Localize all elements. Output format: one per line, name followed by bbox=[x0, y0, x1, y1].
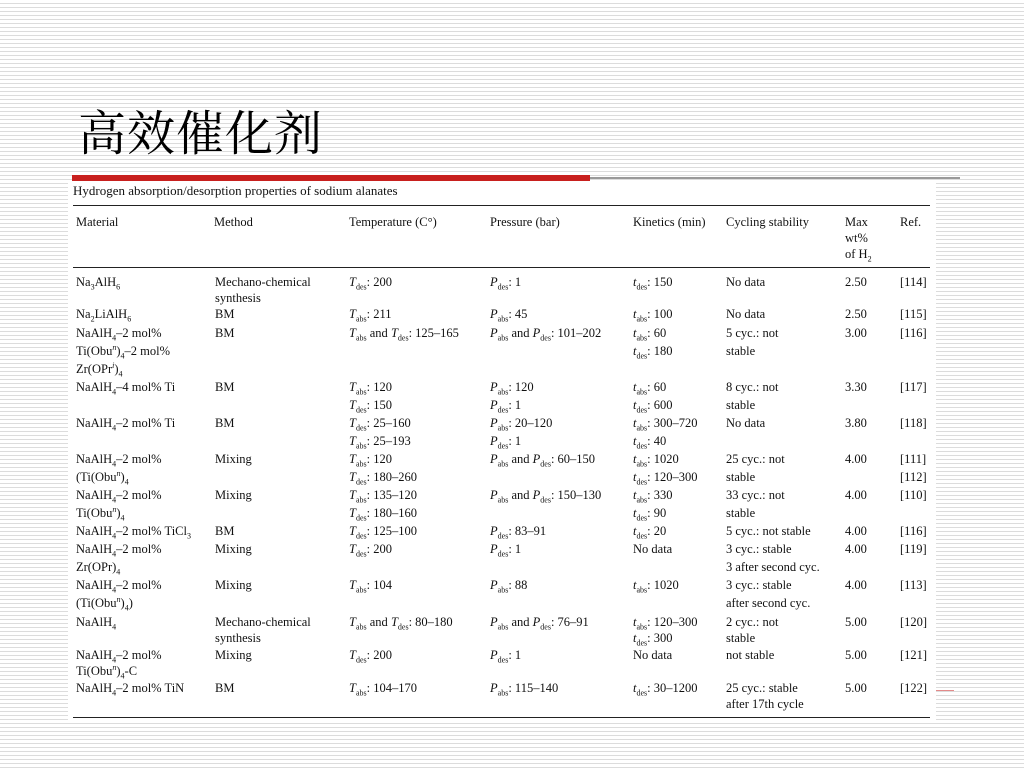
cell-pressure: $P_{des}$: 1 bbox=[490, 275, 522, 292]
header-temperature: Temperature (C°) bbox=[349, 215, 437, 229]
cell-temperature: $T_{des}$: 125–100 bbox=[349, 524, 417, 541]
cell-material: NaAlH$_4$–2 mol% TiN bbox=[76, 681, 185, 698]
cell-material: NaAlH$_4$–4 mol% Ti bbox=[76, 380, 176, 397]
cell-cycling: after 17th cycle bbox=[726, 697, 804, 711]
cell-method: Mechano-chemical bbox=[215, 615, 311, 629]
cell-method: Mixing bbox=[215, 648, 252, 662]
cell-material: $Ti(Obu^n)_4$ bbox=[76, 504, 125, 523]
cell-kinetics: $t_{abs}$: 60 bbox=[633, 326, 667, 343]
cell-ref: [118] bbox=[900, 416, 927, 430]
cell-temperature: $T_{des}$: 200 bbox=[349, 648, 392, 665]
table-top-rule bbox=[73, 205, 930, 206]
cell-kinetics: $t_{abs}$: 1020 bbox=[633, 578, 679, 595]
cell-ref: [122] bbox=[900, 681, 928, 695]
cell-pressure: $P_{des}$: 1 bbox=[490, 434, 522, 451]
cell-material: NaAlH$_4$–2 mol% bbox=[76, 452, 162, 469]
cell-method: BM bbox=[215, 307, 235, 321]
header-maxwt-line1: Max bbox=[845, 215, 868, 229]
cell-material: NaAlH$_4$–2 mol% bbox=[76, 326, 162, 343]
cell-method: Mechano-chemical bbox=[215, 275, 311, 289]
cell-kinetics: $t_{abs}$: 120–300 bbox=[633, 615, 698, 632]
title-divider-line bbox=[590, 177, 960, 179]
cell-temperature: $T_{des}$: 200 bbox=[349, 542, 392, 559]
cell-cycling: stable bbox=[726, 344, 756, 358]
cell-method: synthesis bbox=[215, 291, 261, 305]
cell-method: Mixing bbox=[215, 452, 252, 466]
cell-ref: [117] bbox=[900, 380, 927, 394]
cell-kinetics: $t_{des}$: 30–1200 bbox=[633, 681, 698, 698]
cell-kinetics: $t_{des}$: 150 bbox=[633, 275, 673, 292]
cell-cycling: stable bbox=[726, 631, 756, 645]
cell-temperature: $T_{des}$: 150 bbox=[349, 398, 392, 415]
cell-pressure: $P_{abs}$: 120 bbox=[490, 380, 534, 397]
cell-temperature: $T_{abs}$: 120 bbox=[349, 380, 392, 397]
cell-kinetics: $t_{abs}$: 300–720 bbox=[633, 416, 698, 433]
cell-ref: [116] bbox=[900, 326, 927, 340]
cell-material: $Na_3AlH_6$ bbox=[76, 275, 121, 292]
header-ref: Ref. bbox=[900, 215, 922, 229]
cell-cycling: No data bbox=[726, 275, 766, 289]
header-cycling: Cycling stability bbox=[726, 215, 809, 229]
table-header-rule bbox=[73, 267, 930, 268]
cell-material: $Ti(Obu^n)_4-2$ mol% bbox=[76, 342, 171, 361]
cell-ref: [112] bbox=[900, 470, 927, 484]
header-maxwt-line3: of $H_2$ bbox=[845, 247, 872, 264]
cell-method: Mixing bbox=[215, 488, 252, 502]
cell-cycling: stable bbox=[726, 398, 756, 412]
cell-material: NaAlH$_4$–2 mol% bbox=[76, 648, 162, 665]
cell-cycling: 8 cyc.: not bbox=[726, 380, 779, 394]
cell-pressure: $P_{abs}$: 45 bbox=[490, 307, 528, 324]
cell-temperature: $T_{abs}$ and $T_{des}$: 80–180 bbox=[349, 615, 453, 632]
cell-cycling: stable bbox=[726, 506, 756, 520]
cell-material: NaAlH$_4$–2 mol% TiCl$_3$ bbox=[76, 524, 191, 541]
cell-maxwt: 4.00 bbox=[845, 452, 867, 466]
cell-pressure: $P_{des}$: 83–91 bbox=[490, 524, 547, 541]
cell-pressure: $P_{des}$: 1 bbox=[490, 542, 522, 559]
cell-maxwt: 2.50 bbox=[845, 307, 867, 321]
cell-pressure: $P_{abs}$ and $P_{des}$: 101–202 bbox=[490, 326, 602, 343]
cell-ref: [110] bbox=[900, 488, 927, 502]
header-pressure: Pressure (bar) bbox=[490, 215, 560, 229]
cell-method: BM bbox=[215, 524, 235, 538]
cell-temperature: $T_{abs}$: 104 bbox=[349, 578, 392, 595]
cell-maxwt: 4.00 bbox=[845, 488, 867, 502]
cell-material: $(Ti(Obu^n)_4)$ bbox=[76, 594, 133, 613]
cell-kinetics: $t_{des}$: 300 bbox=[633, 631, 673, 648]
cell-method: synthesis bbox=[215, 631, 261, 645]
cell-cycling: 25 cyc.: stable bbox=[726, 681, 798, 695]
cell-kinetics: $t_{abs}$: 330 bbox=[633, 488, 673, 505]
cell-ref: [114] bbox=[900, 275, 927, 289]
cell-material: $Zr(OPr^i)_4$ bbox=[76, 360, 123, 379]
cell-ref: [119] bbox=[900, 542, 927, 556]
cell-kinetics: $t_{abs}$: 1020 bbox=[633, 452, 679, 469]
cell-maxwt: 3.30 bbox=[845, 380, 867, 394]
cell-ref: [115] bbox=[900, 307, 927, 321]
table-panel bbox=[68, 181, 936, 720]
cell-material: NaAlH$_4$–2 mol% bbox=[76, 488, 162, 505]
cell-ref: [113] bbox=[900, 578, 927, 592]
cell-maxwt: 5.00 bbox=[845, 648, 867, 662]
cell-maxwt: 2.50 bbox=[845, 275, 867, 289]
cell-maxwt: 3.00 bbox=[845, 326, 867, 340]
cell-cycling: 2 cyc.: not bbox=[726, 615, 779, 629]
cell-cycling: stable bbox=[726, 470, 756, 484]
cell-kinetics: $t_{des}$: 180 bbox=[633, 344, 673, 361]
cell-cycling: not stable bbox=[726, 648, 775, 662]
cell-maxwt: 5.00 bbox=[845, 681, 867, 695]
cell-method: BM bbox=[215, 416, 235, 430]
cell-temperature: $T_{abs}$: 25–193 bbox=[349, 434, 411, 451]
cell-maxwt: 4.00 bbox=[845, 542, 867, 556]
cell-kinetics: $t_{abs}$: 100 bbox=[633, 307, 673, 324]
cell-ref: [111] bbox=[900, 452, 927, 466]
cell-ref: [120] bbox=[900, 615, 928, 629]
cell-method: BM bbox=[215, 681, 235, 695]
cell-maxwt: 4.00 bbox=[845, 524, 867, 538]
cell-cycling: 25 cyc.: not bbox=[726, 452, 785, 466]
slide-title: 高效催化剂 bbox=[78, 106, 324, 162]
cell-material: NaAlH$_4$–2 mol% Ti bbox=[76, 416, 176, 433]
header-material: Material bbox=[76, 215, 119, 229]
table-caption: Hydrogen absorption/desorption properties of sodium alanates bbox=[73, 183, 398, 198]
cell-kinetics: $t_{des}$: 120–300 bbox=[633, 470, 698, 487]
cell-temperature: $T_{abs}$: 120 bbox=[349, 452, 392, 469]
header-method: Method bbox=[214, 215, 253, 229]
cell-material: $Zr(OPr)_4$ bbox=[76, 560, 121, 577]
cell-material: NaAlH$_4$–2 mol% bbox=[76, 542, 162, 559]
cell-temperature: $T_{des}$: 180–160 bbox=[349, 506, 417, 523]
cell-temperature: $T_{abs}$ and $T_{des}$: 125–165 bbox=[349, 326, 459, 343]
cell-cycling: 3 cyc.: stable bbox=[726, 542, 792, 556]
cell-material: ($Ti(Obu^n)_4$ bbox=[76, 468, 129, 487]
cell-ref: [116] bbox=[900, 524, 927, 538]
cell-kinetics: $t_{des}$: 600 bbox=[633, 398, 673, 415]
cell-temperature: $T_{des}$: 200 bbox=[349, 275, 392, 292]
cell-method: Mixing bbox=[215, 578, 252, 592]
cell-method: BM bbox=[215, 380, 235, 394]
cell-pressure: $P_{abs}$: 88 bbox=[490, 578, 528, 595]
cell-cycling: 33 cyc.: not bbox=[726, 488, 785, 502]
cell-kinetics: No data bbox=[633, 542, 673, 556]
cell-cycling: 5 cyc.: not stable bbox=[726, 524, 811, 538]
cell-cycling: No data bbox=[726, 307, 766, 321]
cell-temperature: $T_{abs}$: 211 bbox=[349, 307, 392, 324]
cell-kinetics: $t_{des}$: 40 bbox=[633, 434, 667, 451]
cell-pressure: $P_{abs}$: 20–120 bbox=[490, 416, 553, 433]
cell-maxwt: 4.00 bbox=[845, 578, 867, 592]
cell-pressure: $P_{abs}$: 115–140 bbox=[490, 681, 559, 698]
cell-ref: [121] bbox=[900, 648, 928, 662]
cell-pressure: $P_{des}$: 1 bbox=[490, 648, 522, 665]
cell-maxwt: 3.80 bbox=[845, 416, 867, 430]
cell-pressure: $P_{abs}$ and $P_{des}$: 60–150 bbox=[490, 452, 596, 469]
cell-pressure: $P_{abs}$ and $P_{des}$: 150–130 bbox=[490, 488, 602, 505]
header-maxwt-line2: wt% bbox=[845, 231, 868, 245]
table-bottom-rule bbox=[73, 717, 930, 718]
cell-kinetics: $t_{des}$: 90 bbox=[633, 506, 667, 523]
header-kinetics: Kinetics (min) bbox=[633, 215, 706, 229]
cell-cycling: 3 cyc.: stable bbox=[726, 578, 792, 592]
cell-kinetics: No data bbox=[633, 648, 673, 662]
cell-method: BM bbox=[215, 326, 235, 340]
cell-cycling: No data bbox=[726, 416, 766, 430]
cell-pressure: $P_{abs}$ and $P_{des}$: 76–91 bbox=[490, 615, 589, 632]
decorative-line bbox=[936, 690, 954, 691]
cell-cycling: after second cyc. bbox=[726, 596, 811, 610]
cell-material: $Na_2LiAlH_6$ bbox=[76, 307, 132, 324]
cell-kinetics: $t_{abs}$: 60 bbox=[633, 380, 667, 397]
cell-method: Mixing bbox=[215, 542, 252, 556]
cell-temperature: $T_{des}$: 180–260 bbox=[349, 470, 417, 487]
cell-temperature: $T_{abs}$: 135–120 bbox=[349, 488, 417, 505]
cell-cycling: 5 cyc.: not bbox=[726, 326, 779, 340]
cell-maxwt: 5.00 bbox=[845, 615, 867, 629]
cell-temperature: $T_{des}$: 25–160 bbox=[349, 416, 411, 433]
cell-material: $Ti(Obu^n)_4-C$ bbox=[76, 662, 138, 681]
cell-temperature: $T_{abs}$: 104–170 bbox=[349, 681, 417, 698]
cell-pressure: $P_{des}$: 1 bbox=[490, 398, 522, 415]
cell-material: NaAlH$_4$ bbox=[76, 615, 117, 632]
cell-material: NaAlH$_4$–2 mol% bbox=[76, 578, 162, 595]
cell-cycling: 3 after second cyc. bbox=[726, 560, 820, 574]
cell-kinetics: $t_{des}$: 20 bbox=[633, 524, 667, 541]
